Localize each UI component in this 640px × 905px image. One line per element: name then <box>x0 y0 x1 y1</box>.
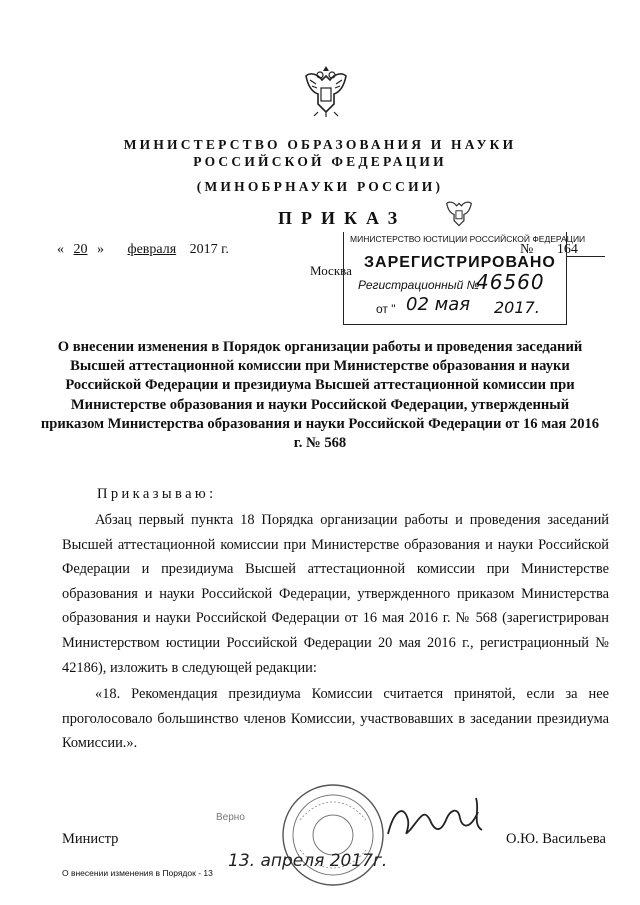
coat-of-arms-icon <box>300 62 352 118</box>
stamp-reg-label: Регистрационный № <box>358 278 480 292</box>
verno-mark: Верно <box>216 812 245 823</box>
date-year: 2017 г. <box>189 242 229 257</box>
document-type-title: ПРИКАЗ <box>278 208 407 228</box>
order-body <box>62 508 609 756</box>
date-day: 20 <box>73 242 88 257</box>
date-open-quote: « <box>57 242 64 257</box>
page-footer: О внесении изменения в Порядок - 13 <box>62 868 213 878</box>
stamp-date-prefix: от " <box>376 302 396 316</box>
stamp-emblem-icon <box>443 194 475 230</box>
stamp-date-handwritten: 02 мая <box>406 294 471 315</box>
stamp-year-handwritten: 2017. <box>494 298 540 317</box>
signer-name: О.Ю. Васильева <box>506 831 606 847</box>
signer-position: Министр <box>62 831 119 847</box>
body-paragraph-1: Абзац первый пункта 18 Порядка организации работы и проведения заседаний Высшей аттестационной комиссии при Министерстве образования и науки Российской Федерации и президиума Высшей аттестационной комиссии при Министерстве образования и науки Российской Федерации, утвержденного приказом Министерства образования и науки Российской Федерации от 16 мая 2016 г. № 568 (зарегистрирован Министерством юстиции Российской Федерации 20 мая 2016 г., регистрационный № 42186), изложить в следующей редакции: <box>62 512 609 676</box>
stamp-reg-number: 46560 <box>476 270 545 294</box>
date-month: февраля <box>127 242 177 257</box>
number-underline <box>567 256 605 257</box>
round-seal-icon <box>278 780 388 890</box>
city: Москва <box>310 263 352 278</box>
order-subject: О внесении изменения в Порядок организации работы и проведения заседаний Высшей аттестационной комиссии при Министерстве образования и науки Российской Федерации и президиума Высшей аттестационной комиссии при Министерстве образования и науки Российской Федерации, утвержденный приказом Министерства образования и науки Российской Федерации от 16 мая 2016 г. № 568 <box>40 339 600 452</box>
number-sign: № <box>520 242 534 257</box>
minister-signature-icon <box>380 790 490 850</box>
order-date <box>57 242 229 258</box>
handwritten-date: 13. апреля 2017г. <box>228 851 388 871</box>
ministry-name-line1: МИНИСТЕРСТВО ОБРАЗОВАНИЯ И НАУКИ <box>123 137 517 152</box>
number-value: 164 <box>556 242 578 257</box>
stamp-registered: ЗАРЕГИСТРИРОВАНО <box>364 254 556 271</box>
date-close-quote: » <box>97 242 104 257</box>
body-paragraph-2: «18. Рекомендация президиума Комиссии считается принятой, если за нее проголосовало большинство членов Комиссии, участвовавших в заседании президиума Комиссии.». <box>62 686 609 752</box>
stamp-ministry-justice: МИНИСТЕРСТВО ЮСТИЦИИ РОССИЙСКОЙ ФЕДЕРАЦИИ <box>350 234 586 244</box>
ministry-short-name: (МИНОБРНАУКИ РОССИИ) <box>196 179 444 194</box>
order-word: Приказываю: <box>97 486 217 502</box>
registration-stamp <box>343 232 586 325</box>
ministry-name-line2: РОССИЙСКОЙ ФЕДЕРАЦИИ <box>193 154 447 169</box>
